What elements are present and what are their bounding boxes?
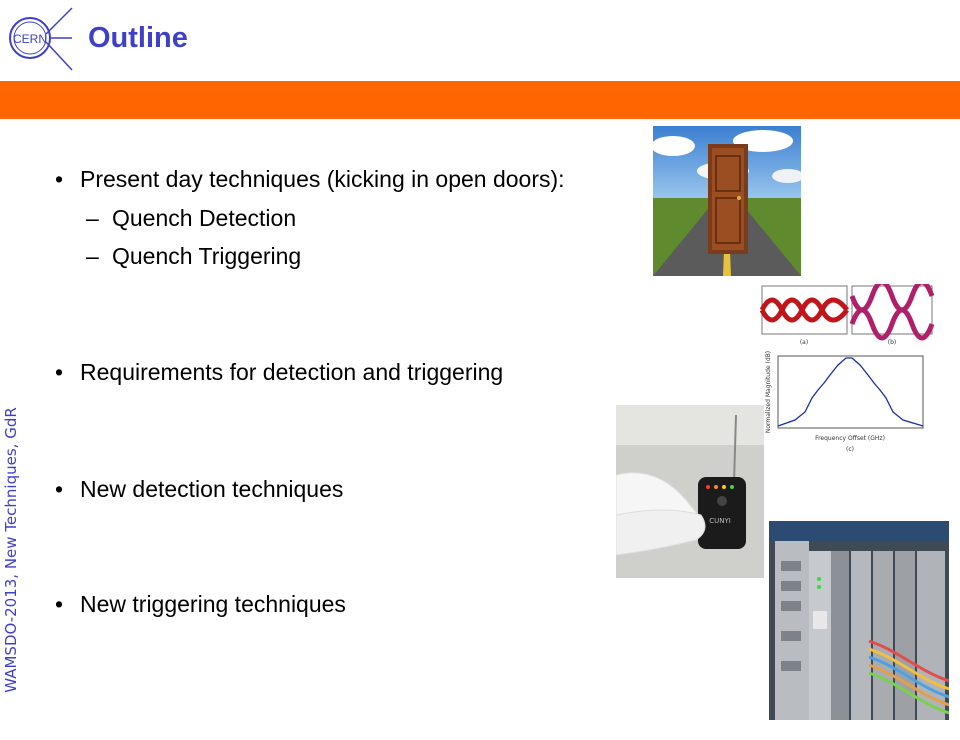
spectrum-caption: (c) bbox=[846, 446, 854, 453]
cern-logo bbox=[6, 4, 74, 74]
bullet-text: Present day techniques (kicking in open doors): bbox=[80, 166, 565, 192]
dash-marker: – bbox=[86, 205, 99, 231]
bullet-marker: • bbox=[55, 476, 64, 502]
dash-marker: – bbox=[86, 243, 99, 269]
bullet-marker: • bbox=[55, 166, 64, 192]
bullet-marker: • bbox=[55, 591, 64, 617]
spectrum-plot-image bbox=[760, 350, 930, 454]
bullet-text: Requirements for detection and triggering bbox=[80, 359, 504, 385]
detector-brand-label: CUNYI bbox=[709, 517, 731, 525]
panel-b-caption: (b) bbox=[887, 339, 897, 346]
page-title: Outline bbox=[88, 22, 188, 54]
subitem-text: Quench Triggering bbox=[112, 243, 302, 269]
spectrum-x-axis-label: Frequency Offset (GHz) bbox=[815, 435, 885, 442]
door-image bbox=[653, 126, 801, 276]
bullet-text: New detection techniques bbox=[80, 476, 344, 502]
subitem-text: Quench Detection bbox=[112, 205, 297, 231]
bullet-text: New triggering techniques bbox=[80, 591, 346, 617]
spectrum-y-axis-label: Normalized Magnitude (dB) bbox=[765, 350, 772, 434]
panel-a-caption: (a) bbox=[799, 339, 809, 346]
detector-image bbox=[616, 405, 764, 578]
waveform-plots-image bbox=[760, 284, 935, 348]
sidebar-footer-text: WAMSDO-2013, New Techniques, GdR bbox=[2, 407, 20, 693]
bullet-marker: • bbox=[55, 359, 64, 385]
electronics-rack-image bbox=[769, 521, 949, 720]
orange-header-band bbox=[0, 81, 960, 119]
cern-logo-text: CERN bbox=[12, 32, 48, 46]
